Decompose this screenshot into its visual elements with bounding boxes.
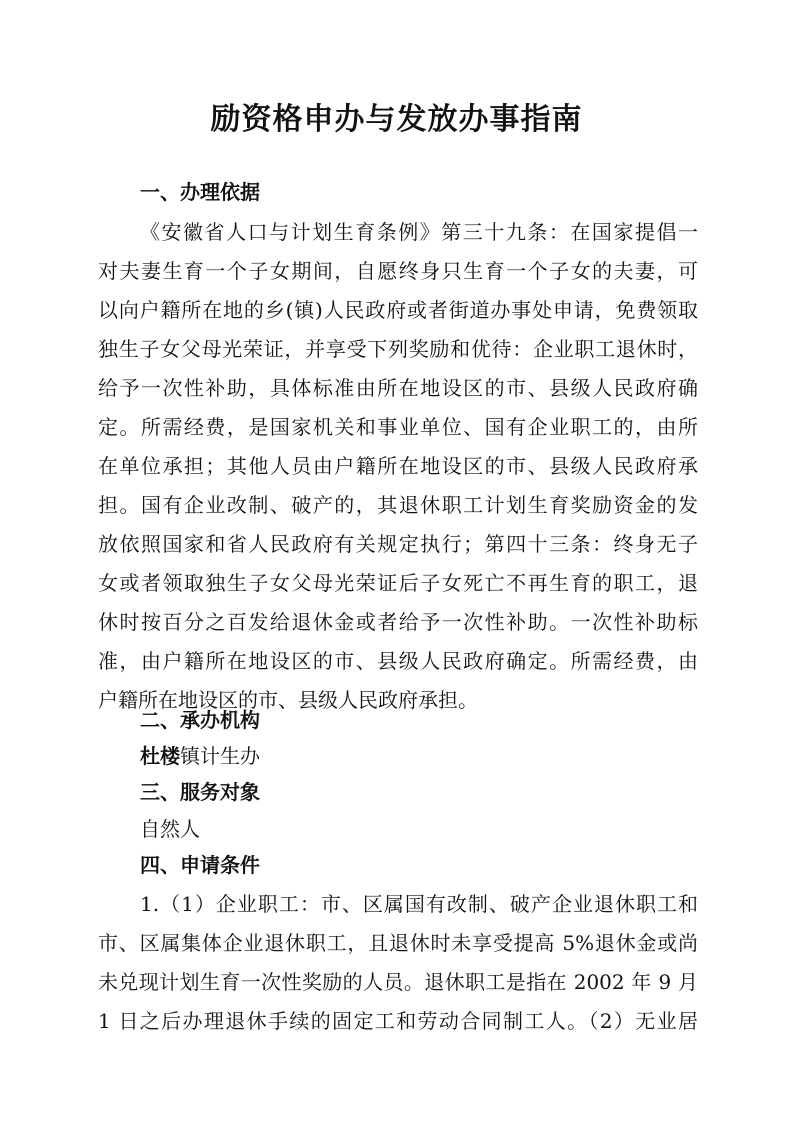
basis-line: 休时按百分之百发给退休金或者给予一次性补助。一次性补助标 bbox=[98, 610, 698, 634]
section-heading-agency: 二、承办机构 bbox=[140, 708, 260, 732]
section-heading-conditions: 四、申请条件 bbox=[140, 853, 260, 877]
basis-line: 对夫妻生育一个子女期间，自愿终身只生育一个子女的夫妻，可 bbox=[98, 259, 698, 283]
document-title: 励资格申办与发放办事指南 bbox=[210, 102, 583, 137]
section-heading-target: 三、服务对象 bbox=[140, 780, 260, 804]
conditions-line: 市、区属集体企业退休职工，且退休时未享受提高 5%退休金或尚 bbox=[98, 931, 698, 955]
basis-line: 给予一次性补助，具体标准由所在地设区的市、县级人民政府确 bbox=[98, 376, 698, 400]
basis-line: 《安徽省人口与计划生育条例》第三十九条：在国家提倡一 bbox=[140, 220, 698, 244]
section-heading-basis: 一、办理依据 bbox=[140, 180, 260, 204]
agency-name-bold: 杜楼 bbox=[140, 744, 180, 768]
conditions-line: 未兑现计划生育一次性奖励的人员。退休职工是指在 2002 年 9 月 bbox=[98, 970, 698, 994]
basis-line: 担。国有企业改制、破产的，其退休职工计划生育奖励资金的发 bbox=[98, 493, 698, 517]
conditions-line: 1 日之后办理退休手续的固定工和劳动合同制工人。（2）无业居 bbox=[98, 1009, 698, 1033]
basis-line: 女或者领取独生子女父母光荣证后子女死亡不再生育的职工，退 bbox=[98, 571, 698, 595]
basis-line: 准，由户籍所在地设区的市、县级人民政府确定。所需经费，由 bbox=[98, 649, 698, 673]
basis-line: 以向户籍所在地的乡(镇)人民政府或者街道办事处申请，免费领取 bbox=[98, 298, 698, 322]
conditions-line: 1.（1）企业职工：市、区属国有改制、破产企业退休职工和 bbox=[140, 892, 698, 916]
agency-name-rest: 镇计生办 bbox=[180, 744, 260, 768]
basis-line: 独生子女父母光荣证，并享受下列奖励和优待：企业职工退休时， bbox=[98, 337, 698, 361]
basis-line: 放依照国家和省人民政府有关规定执行；第四十三条：终身无子 bbox=[98, 532, 698, 556]
agency-name bbox=[140, 740, 260, 769]
target-text: 自然人 bbox=[140, 817, 200, 841]
basis-line: 户籍所在地设区的市、县级人民政府承担。 bbox=[98, 688, 478, 712]
basis-line: 在单位承担；其他人员由户籍所在地设区的市、县级人民政府承 bbox=[98, 454, 698, 478]
basis-line: 定。所需经费，是国家机关和事业单位、国有企业职工的，由所 bbox=[98, 415, 698, 439]
